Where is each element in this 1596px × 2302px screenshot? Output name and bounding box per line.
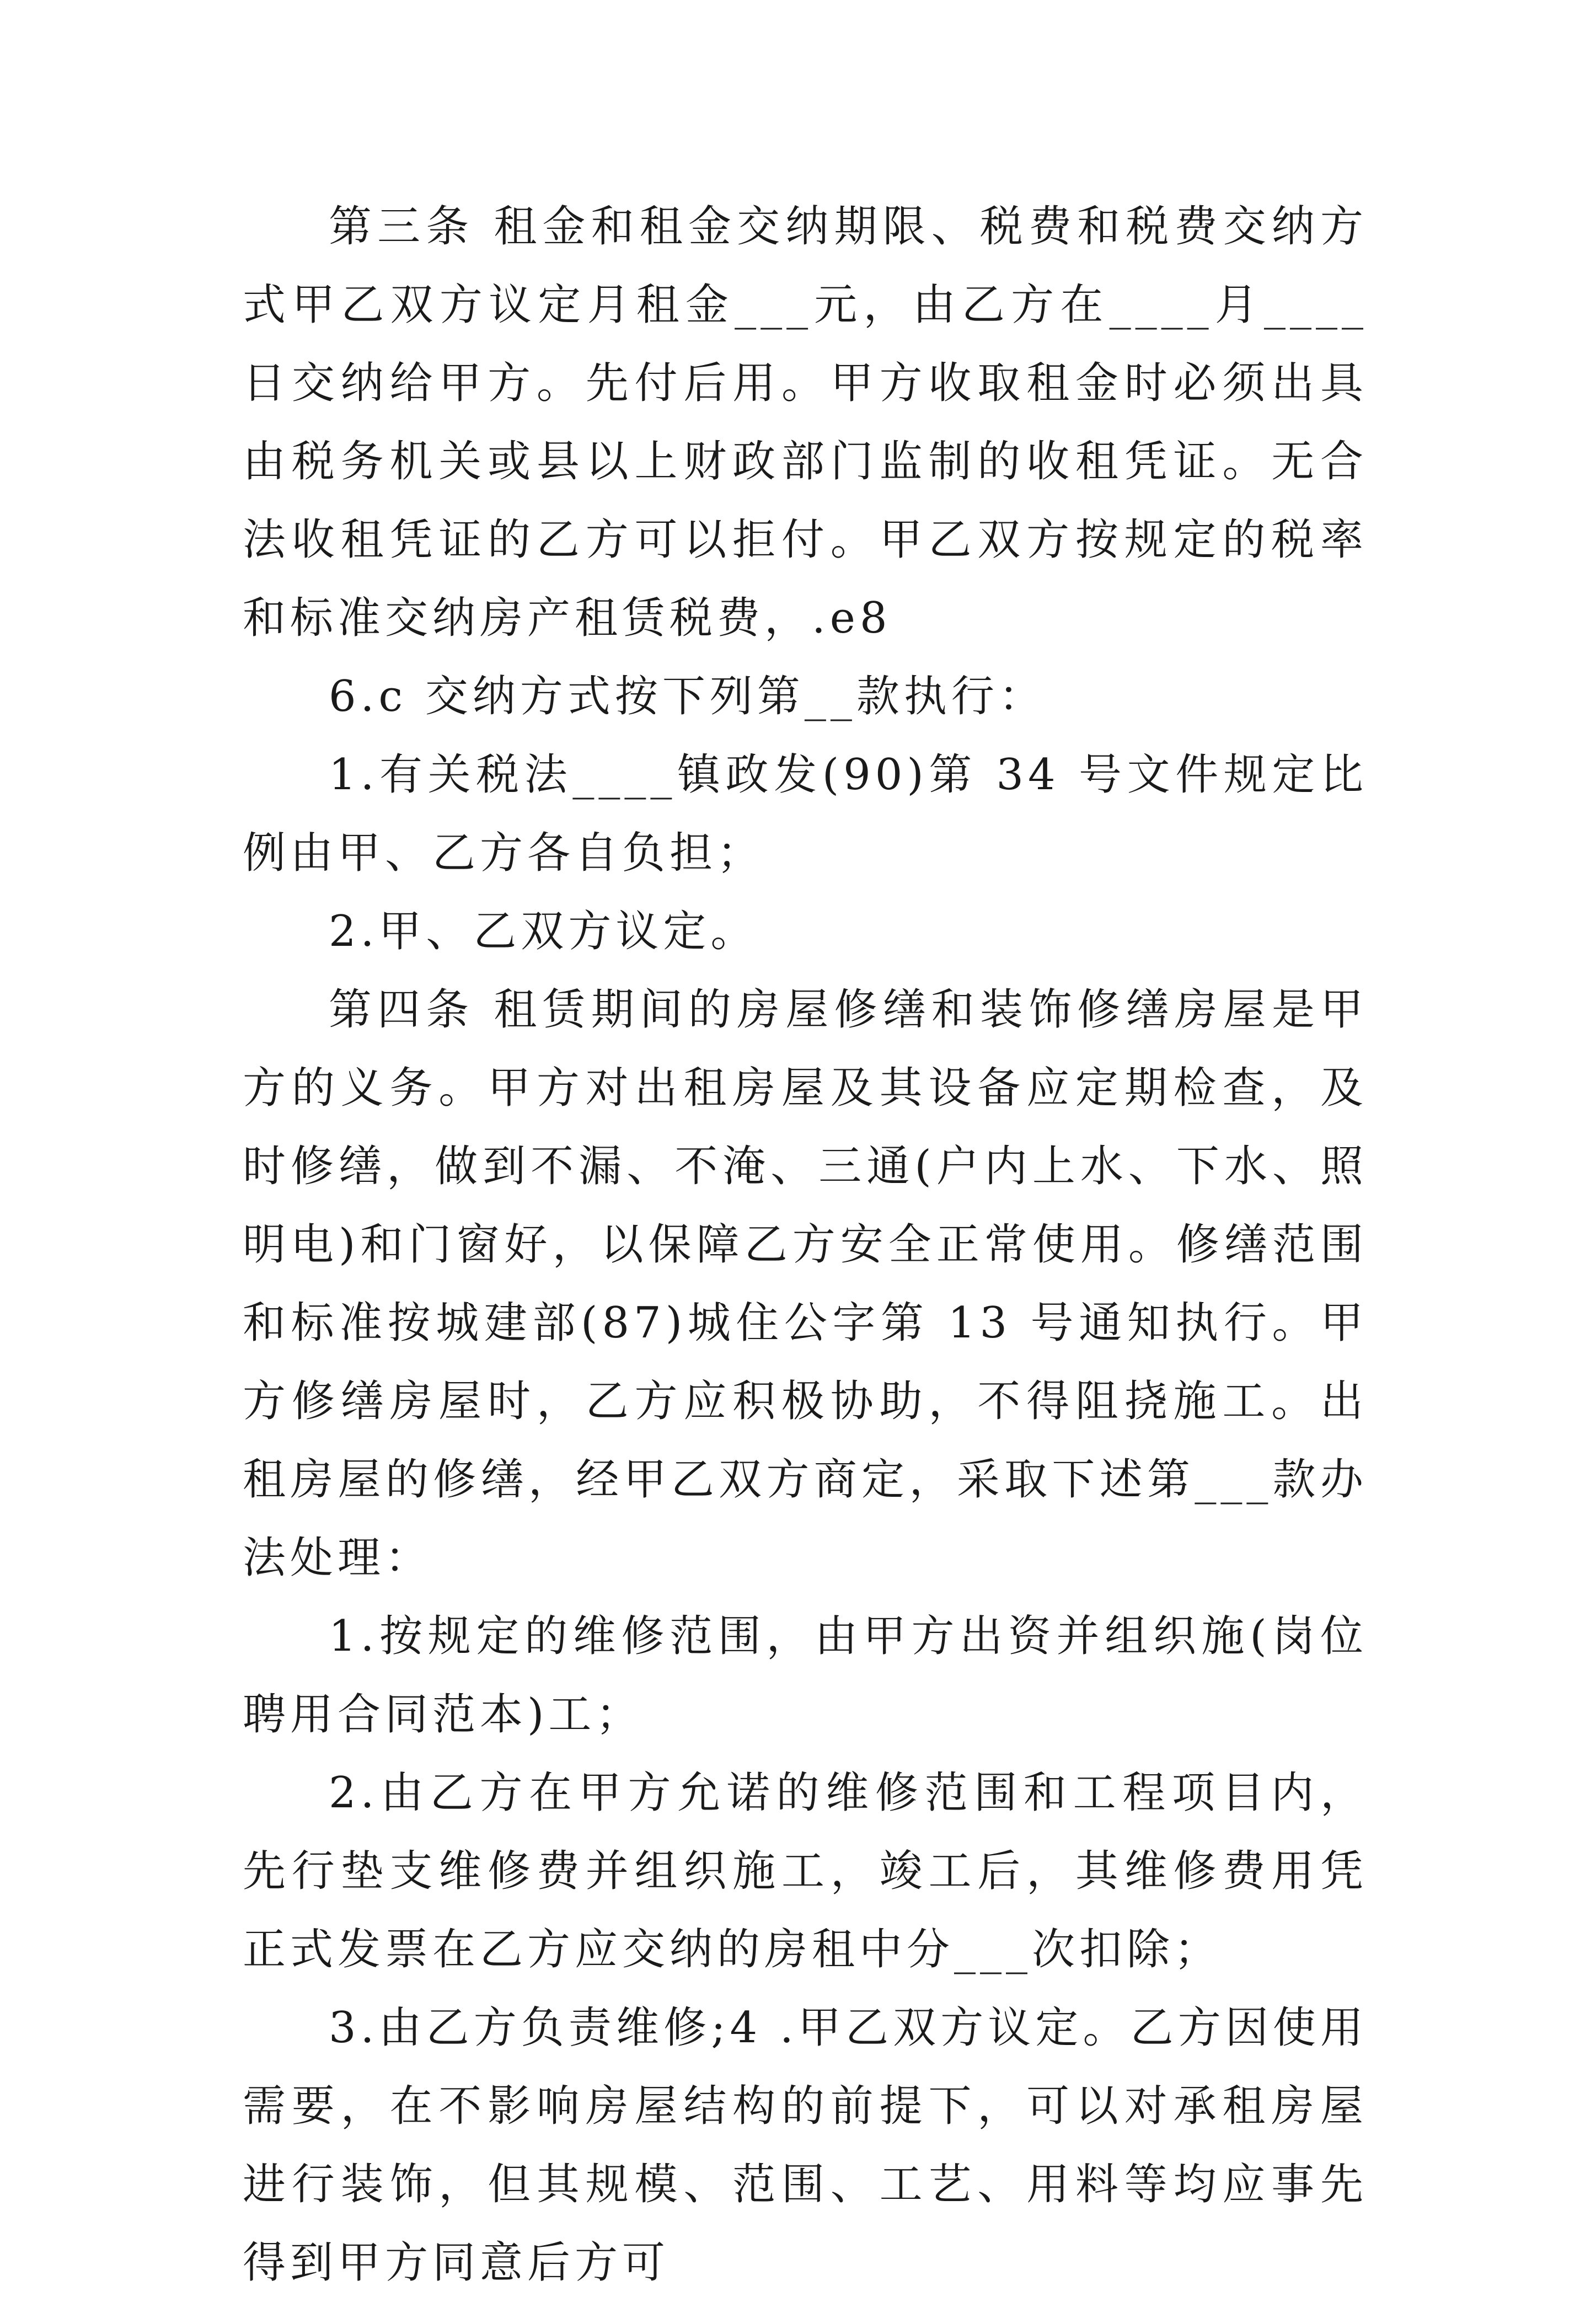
paragraph-repair-item-3: 3.由乙方负责维修;4 .甲乙双方议定。乙方因使用需要，在不影响房屋结构的前提下，可以对承租房屋进行装饰，但其规模、范围、工艺、用料等均应事先得到甲方同意后方可 bbox=[243, 2003, 1368, 2288]
paragraph-repair-item-1: 1.按规定的维修范围，由甲方出资并组织施(岗位聘用合同范本)工； bbox=[243, 1612, 1368, 1739]
paragraph-repair-item-2: 2.由乙方在甲方允诺的维修范围和工程项目内，先行垫支维修费并组织施工，竣工后，其维修费用凭正式发票在乙方应交纳的房租中分___次扣除； bbox=[243, 1768, 1368, 1974]
paragraph-article-4: 第四条 租赁期间的房屋修缮和装饰修缮房屋是甲方的义务。甲方对出租房屋及其设备应定期检查，及时修缮，做到不漏、不淹、三通(户内上水、下水、照明电)和门窗好，以保障乙方安全正常使用。修缮范围和标准按城建部(87)城住公字第 13 号通知执行。甲方修缮房屋时，乙方应积极协助，不得阻挠施工。出租房屋的修缮，经甲乙双方商定，采取下述第___款办法处理： bbox=[243, 985, 1368, 1583]
document-body bbox=[243, 188, 1368, 2302]
paragraph-article-3: 第三条 租金和租金交纳期限、税费和税费交纳方式甲乙双方议定月租金___元，由乙方在____月____日交纳给甲方。先付后用。甲方收取租金时必须出具由税务机关或县以上财政部门监制的收租凭证。无合法收租凭证的乙方可以拒付。甲乙双方按规定的税率和标准交纳房产租赁税费，.e8 bbox=[243, 202, 1368, 643]
paragraph-payment-method: 6.c 交纳方式按下列第__款执行： bbox=[329, 672, 1046, 721]
paragraph-item-1-tax: 1.有关税法____镇政发(90)第 34 号文件规定比例由甲、乙方各自负担； bbox=[243, 750, 1368, 878]
paragraph-item-2-agreed: 2.甲、乙双方议定。 bbox=[329, 907, 758, 956]
